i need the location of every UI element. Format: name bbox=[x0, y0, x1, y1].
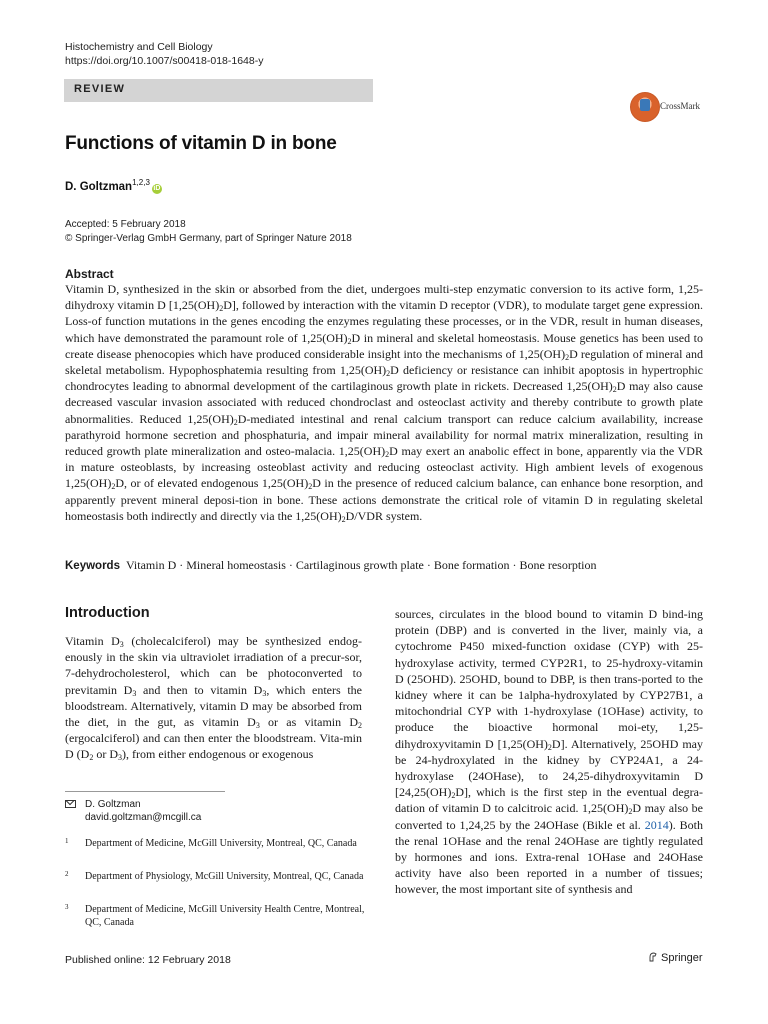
published-online-date: Published online: 12 February 2018 bbox=[65, 954, 231, 966]
article-type-label: REVIEW bbox=[74, 83, 126, 95]
affiliation-text: Department of Physiology, McGill University, Montreal, QC, Canada bbox=[85, 871, 364, 882]
copyright-line: © Springer-Verlag GmbH Germany, part of Springer Nature 2018 bbox=[65, 233, 352, 244]
affiliation-number: 1 bbox=[65, 837, 69, 845]
citation-link[interactable]: 2014 bbox=[644, 817, 669, 832]
footnote-divider bbox=[65, 791, 225, 792]
intro-paragraph-continued: sources, circulates in the blood bound to vitamin D bind-ing protein (DBP) and is converted in the liver, mainly via, a cytochrome P450 mixed-function oxidase (CYP) with 25-hydroxylase activity, termed CYP2R1, to 25-hydroxy-vitamin D (25OHD). 25OHD, bound to DBP, is then trans-ported to the kidney where it can be 1alpha-hydroxylated by CYP27B1, a mitochondrial CYP with 1-hydroxylase (1OHase) activity, to produce the bioactive hormonal moi-ety, 1,25-dihydroxyvitamin D $[1,25(OH)_2D]$. Alternatively, 25OHD may be 24-hydroxylated in the kidney by CYP24A1, a 24-hydroxylase (24OHase), to 24,25-dihydroxyvitamin D $[24,25(OH)_2D]$, which is the first step in the eventual degra-dation of vitamin D to calcitroic acid. $1,25(OH)_2D$ may also be converted to 1,24,25 by the 24OHase (Bikle et al. 2014). Both the renal 1OHase and the renal 24OHase are tightly regulated by hormones and ions. Extra-renal 1OHase and 24OHase activity have also been reported in a number of tissues; however, the most important site of synthesis and bbox=[395, 607, 703, 897]
author-affiliation-marks: 1,2,3 bbox=[132, 178, 150, 187]
introduction-column-left bbox=[65, 633, 362, 763]
keywords-label: Keywords bbox=[65, 560, 120, 572]
introduction-column-right bbox=[395, 606, 703, 898]
affiliation-text: Department of Medicine, McGill University, Montreal, QC, Canada bbox=[85, 838, 357, 849]
abstract-body: Vitamin D, synthesized in the skin or absorbed from the diet, undergoes multi-step enzymatic conversion to its active form, 1,25-dihydroxy vitamin D $[1,25(OH)_2D]$, followed by interaction with the vitamin D receptor (VDR), to modulate target gene expression. Loss-of function mutations in the genes encoding the enzymes regulating these processes, or in the VDR, result in human diseases, which have demonstrated the paramount role of $1,25(OH)_2D$ in mineral and skeletal homeostasis. Mouse genetics has been used to create disease phenocopies which have produced considerable insight into the mechanisms of $1,25(OH)_2D$ regulation of mineral and skeletal metabolism. Hypophosphatemia resulting from $1,25(OH)_2D$ deficiency or resistance can inhibit apoptosis in hypertrophic chondrocytes leading to abnormal development of the cartilaginous growth plate in rickets. Decreased $1,25(OH)_2D$ may also cause decreased vascular invasion associated with reduced chondroclast and osteoclast activity and thereby contribute to growth plate abnormalities. Reduced $1,25(OH)_2D$-mediated intestinal and renal calcium transport can reduce calcium availability, increase parathyroid hormone secretion and phosphaturia, and impair mineral availability for normal matrix mineralization, resulting in reduced growth plate mineralization and osteo-malacia. $1,25(OH)_2D$ may exert an anabolic effect in bone, apparently via the VDR in mature osteoblasts, by increasing osteoblast activity and reducing osteoclast activity. High ambient levels of exogenous $1,25(OH)_2D$, or of elevated endogenous $1,25(OH)_2D$ in the presence of reduced calcium balance, can enhance bone resorption, and apparently prevent mineral deposi-tion in bone. These actions demonstrate the critical role of vitamin D in regulating skeletal homeostasis both indirectly and directly via the $1,25(OH)_2D$/VDR system. bbox=[65, 282, 703, 524]
publisher-name: Springer bbox=[661, 952, 703, 964]
intro-paragraph: Vitamin $D_3$ (cholecalciferol) may be synthesized endog-enously in the skin via ultraviolet irradiation of a precur-sor, 7-dehydrocholesterol, which can be photoconverted to previtamin $D_3$ and then to vitamin $D_3$, which enters the bloodstream. Alternatively, vitamin D may be absorbed from the diet, in the gut, as vitamin $D_3$ or as vitamin $D_2$ (ergocalciferol) and can then enter the bloodstream. Vita-min D ($D_2$ or $D_3$), from either endogenous or exogenous bbox=[65, 634, 362, 763]
article-title: Functions of vitamin D in bone bbox=[65, 133, 337, 154]
author-line bbox=[65, 178, 162, 194]
keywords-list: Vitamin D · Mineral homeostasis · Cartilaginous growth plate · Bone formation · Bone resorption bbox=[125, 558, 597, 572]
journal-name: Histochemistry and Cell Biology bbox=[65, 41, 213, 53]
crossmark-label: CrossMark bbox=[660, 101, 700, 111]
corresponding-author-name: D. Goltzman bbox=[85, 799, 141, 810]
journal-header bbox=[65, 40, 263, 68]
abstract-heading: Abstract bbox=[65, 267, 114, 281]
orcid-icon[interactable]: iD bbox=[153, 184, 161, 192]
affiliation-number: 2 bbox=[65, 870, 69, 878]
springer-horse-icon bbox=[648, 952, 658, 962]
affiliation-number: 3 bbox=[65, 903, 69, 911]
article-dates bbox=[65, 218, 352, 246]
author-name[interactable]: D. Goltzman bbox=[65, 180, 133, 193]
doi-link[interactable]: https://doi.org/10.1007/s00418-018-1648-y bbox=[65, 55, 264, 67]
crossmark-icon bbox=[630, 92, 660, 122]
crossmark-badge[interactable] bbox=[630, 92, 702, 122]
publisher-logo bbox=[648, 952, 703, 964]
introduction-heading: Introduction bbox=[65, 605, 150, 621]
corresponding-author-email[interactable]: david.goltzman@mcgill.ca bbox=[85, 812, 202, 823]
accepted-date: Accepted: 5 February 2018 bbox=[65, 219, 186, 230]
envelope-icon bbox=[65, 800, 76, 808]
keywords-line bbox=[65, 558, 597, 573]
affiliation-text: Department of Medicine, McGill University Health Centre, Montreal, QC, Canada bbox=[85, 904, 365, 928]
article-type-bar bbox=[64, 79, 373, 102]
